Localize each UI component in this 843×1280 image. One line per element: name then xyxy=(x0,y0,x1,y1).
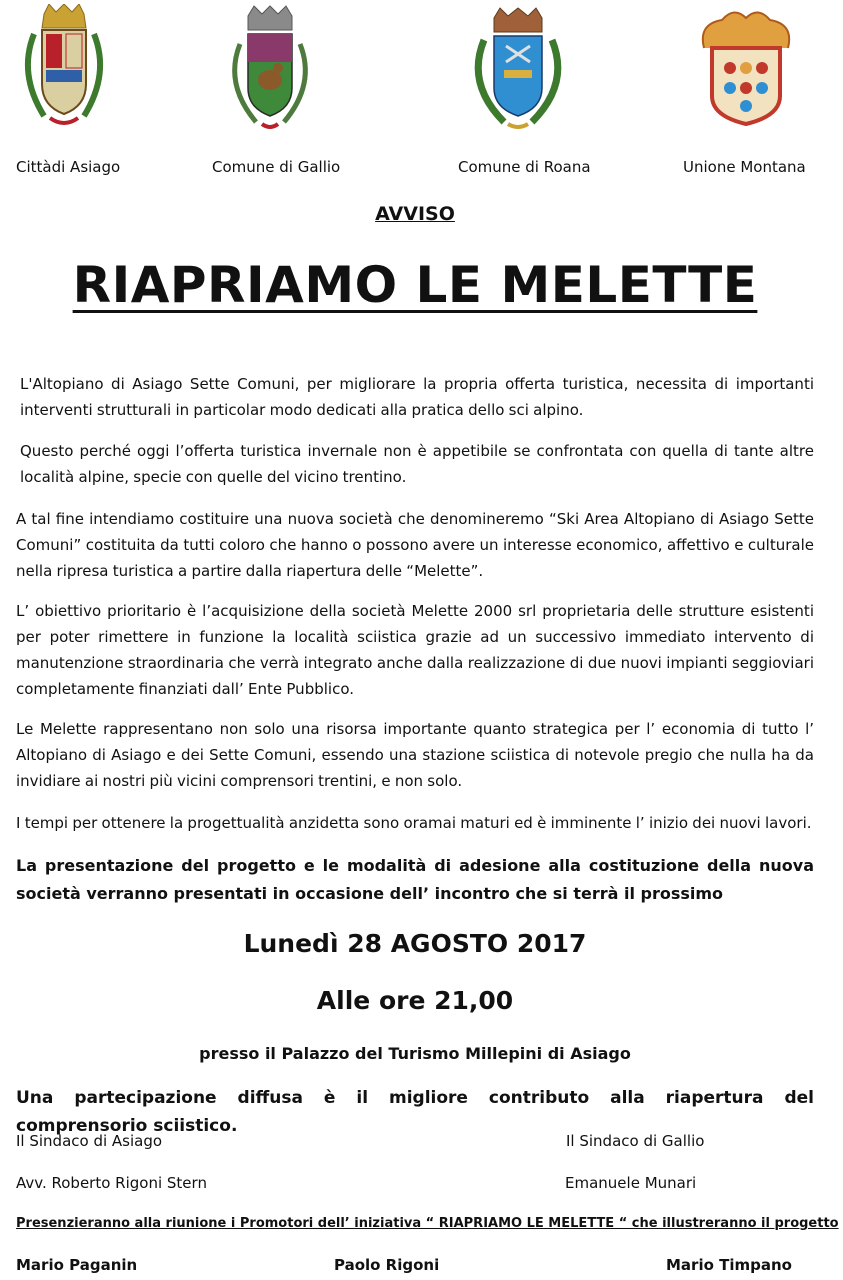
signature-role-asiago: Il Sindaco di Asiago xyxy=(16,1132,163,1150)
signature-name-asiago: Avv. Roberto Rigoni Stern xyxy=(16,1174,207,1192)
signature-role-gallio: Il Sindaco di Gallio xyxy=(566,1132,705,1150)
closing-statement: Una partecipazione diffusa è il migliore contributo alla riapertura del comprensorio sciistico. xyxy=(16,1088,814,1136)
promoter-name: Mario Paganin xyxy=(16,1256,138,1274)
body-paragraph: L'Altopiano di Asiago Sette Comuni, per migliorare la propria offerta turistica, necessita di importanti interventi strutturali in particolar modo dedicati alla pratica dello sci alpino. xyxy=(20,375,814,419)
gallio-coat-of-arms-icon xyxy=(218,4,322,134)
crest-label-unione-montana: Unione Montana xyxy=(683,158,806,176)
roana-coat-of-arms-icon xyxy=(462,4,574,134)
body-paragraph: A tal fine intendiamo costituire una nuova società che denomineremo “Ski Area Altopiano di Asiago Sette Comuni” costituita da tutti coloro che hanno o possono avere un interesse economico, affettivo e culturale nella ripresa turistica a partire dalla riapertura delle “Melette”. xyxy=(16,510,814,580)
notice-label: AVVISO xyxy=(375,203,455,225)
event-venue: presso il Palazzo del Turismo Millepini di Asiago xyxy=(199,1044,631,1063)
announcement-paragraph: La presentazione del progetto e le modalità di adesione alla costituzione della nuova società verranno presentati in occasione dell’ incontro che si terrà il prossimo xyxy=(16,856,814,903)
crest-label-gallio: Comune di Gallio xyxy=(212,158,341,176)
signature-name-gallio: Emanuele Munari xyxy=(565,1174,697,1192)
crest-label-asiago: Cittàdi Asiago xyxy=(16,158,121,176)
promoter-name: Paolo Rigoni xyxy=(334,1256,440,1274)
promoter-name: Mario Timpano xyxy=(666,1256,792,1274)
body-paragraph: Questo perché oggi l’offerta turistica invernale non è appetibile se confrontata con quella di tante altre località alpine, specie con quelle del vicino trentino. xyxy=(20,442,814,486)
page-title: RIAPRIAMO LE MELETTE xyxy=(72,256,758,314)
unione-montana-emblem-icon xyxy=(694,4,798,134)
event-time: Alle ore 21,00 xyxy=(316,986,514,1015)
event-date: Lunedì 28 AGOSTO 2017 xyxy=(243,929,587,958)
body-paragraph: L’ obiettivo prioritario è l’acquisizione della società Melette 2000 srl proprietaria delle strutture esistenti per poter rimettere in funzione la località sciistica grazie ad un successivo immediato intervento di manutenzione straordinaria che verrà integrato anche dalla realizzazione di due nuovi impianti seggioviari completamente finanziati dall’ Ente Pubblico. xyxy=(16,602,814,698)
asiago-coat-of-arms-icon xyxy=(14,4,114,134)
crest-label-roana: Comune di Roana xyxy=(458,158,591,176)
promoters-note: Presenzieranno alla riunione i Promotori dell’ iniziativa “ RIAPRIAMO LE MELETTE “ che illustreranno il progetto xyxy=(16,1216,839,1231)
body-paragraph: I tempi per ottenere la progettualità anzidetta sono oramai maturi ed è imminente l’ inizio dei nuovi lavori. xyxy=(16,814,812,832)
body-paragraph: Le Melette rappresentano non solo una risorsa importante quanto strategica per l’ economia di tutto l’ Altopiano di Asiago e dei Sette Comuni, essendo una stazione sciistica di notevole pregio che nulla ha da invidiare ai nostri più vicini comprensori trentini, e non solo. xyxy=(16,720,814,790)
